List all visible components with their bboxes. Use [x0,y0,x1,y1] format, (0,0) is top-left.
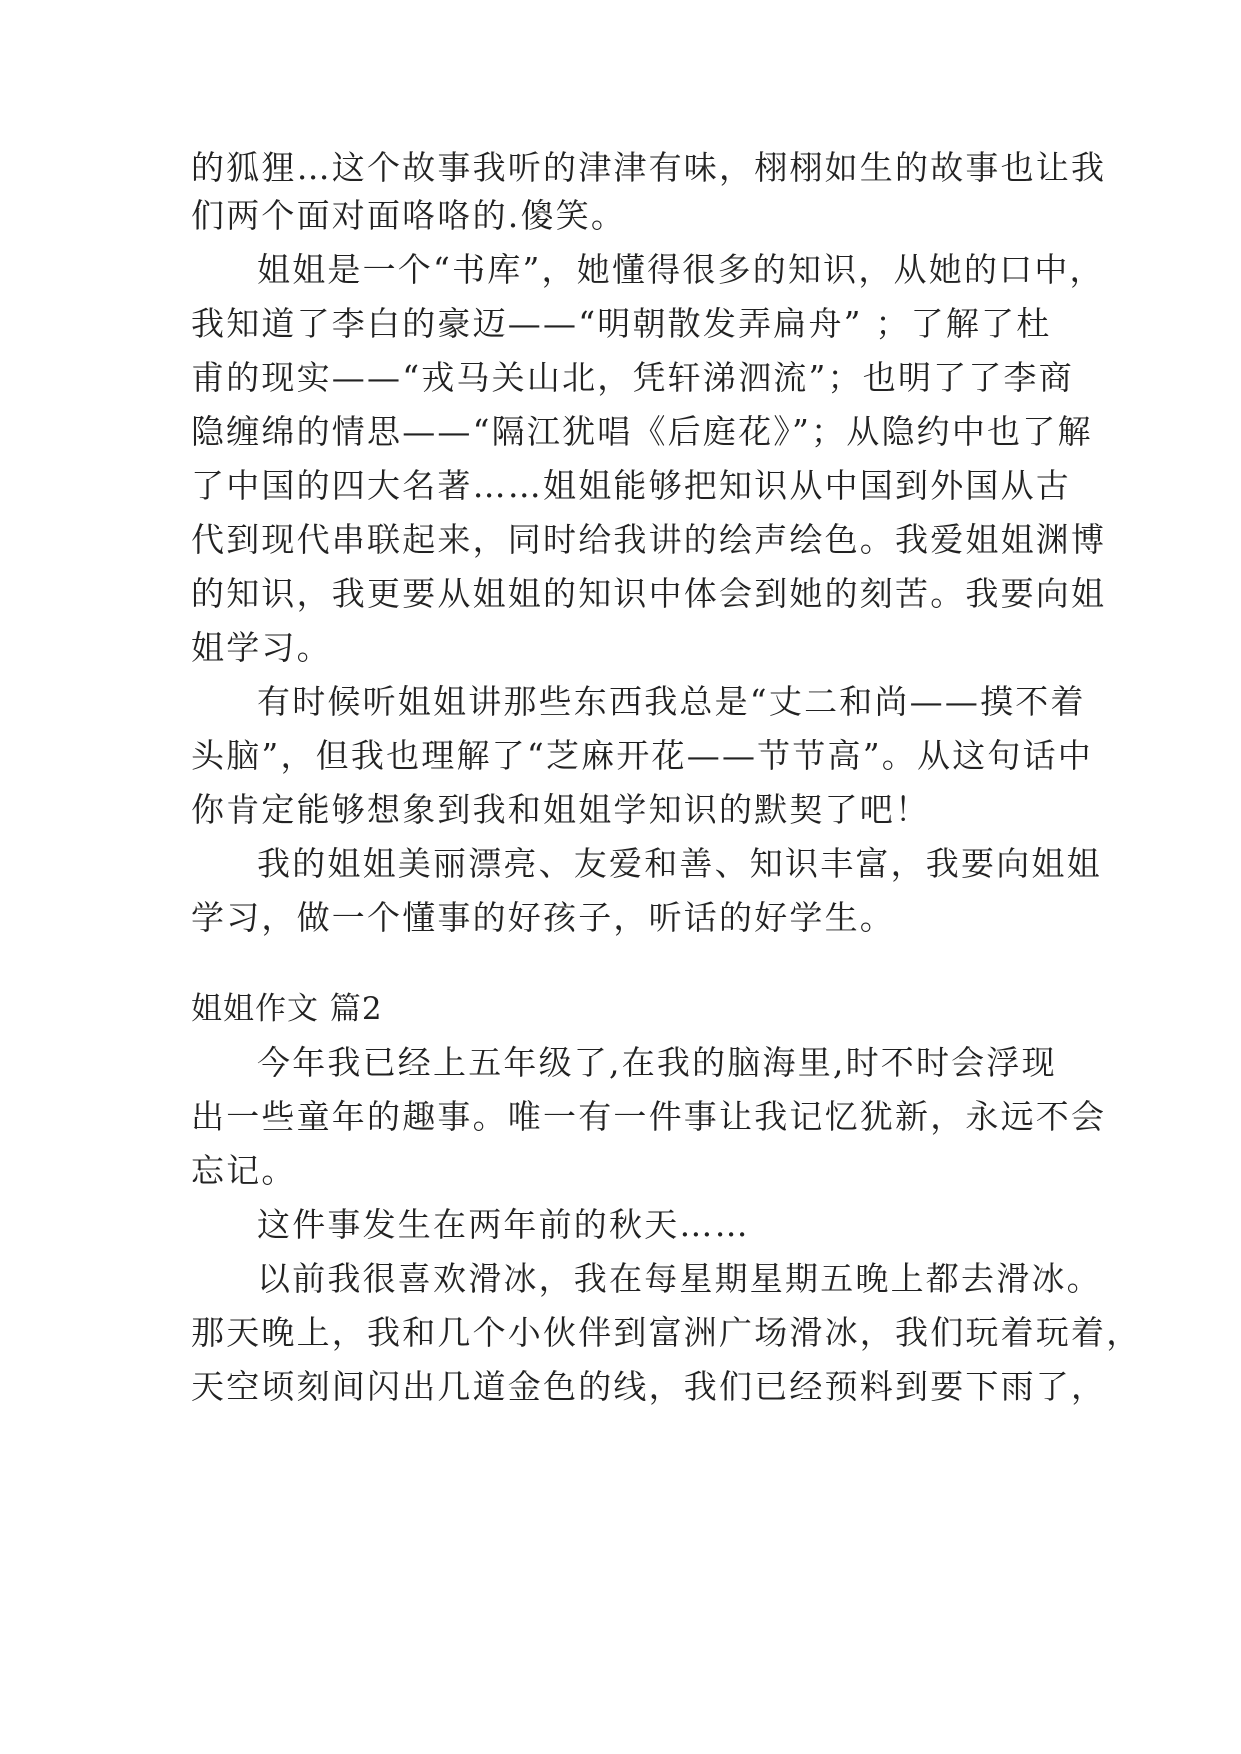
paragraph-first-line: 姐姐是一个“书库”，她懂得很多的知识，从她的口中， [257,250,1105,289]
text-line: 们两个面对面咯咯的.傻笑。 [191,196,627,235]
paragraph-first-line: 有时候听姐姐讲那些东西我总是“丈二和尚——摸不着 [257,682,1086,721]
text-line: 的狐狸…这个故事我听的津津有味，栩栩如生的故事也让我 [191,148,1107,187]
section-heading: 姐姐作文 篇2 [191,991,383,1027]
text-line: 甫的现实——“戎马关山北，凭轩涕泗流”；也明了了李商 [191,358,1074,397]
text-line: 姐学习。 [191,628,332,667]
text-line: 那天晚上，我和几个小伙伴到富洲广场滑冰，我们玩着玩着， [191,1313,1142,1352]
text-line: 代到现代串联起来，同时给我讲的绘声绘色。我爱姐姐渊博 [191,520,1107,559]
paragraph-first-line: 今年我已经上五年级了,在我的脑海里,时不时会浮现 [257,1043,1057,1082]
paragraph-first-line: 我的姐姐美丽漂亮、友爱和善、知识丰富，我要向姐姐 [257,844,1102,883]
paragraph-first-line: 这件事发生在两年前的秋天…… [257,1205,750,1244]
text-line: 出一些童年的趣事。唯一有一件事让我记忆犹新，永远不会 [191,1097,1107,1136]
text-line: 忘记。 [191,1151,297,1190]
text-line: 隐缠绵的情思——“隔江犹唱《后庭花》”；从隐约中也了解 [191,412,1093,451]
paragraph-first-line: 以前我很喜欢滑冰，我在每星期星期五晚上都去滑冰。 [257,1259,1102,1298]
text-line: 了中国的四大名著……姐姐能够把知识从中国到外国从古 [191,466,1071,505]
text-line: 头脑”，但我也理解了“芝麻开花——节节高”。从这句话中 [191,736,1094,775]
text-line: 你肯定能够想象到我和姐姐学知识的默契了吧！ [191,790,931,829]
text-line: 学习，做一个懂事的好孩子，听话的好学生。 [191,898,895,937]
text-line: 天空顷刻间闪出几道金色的线，我们已经预料到要下雨了， [191,1367,1107,1406]
text-line: 的知识，我更要从姐姐的知识中体会到她的刻苦。我要向姐 [191,574,1107,613]
text-line: 我知道了李白的豪迈——“明朝散发弄扁舟” ；了解了杜 [191,304,1052,343]
